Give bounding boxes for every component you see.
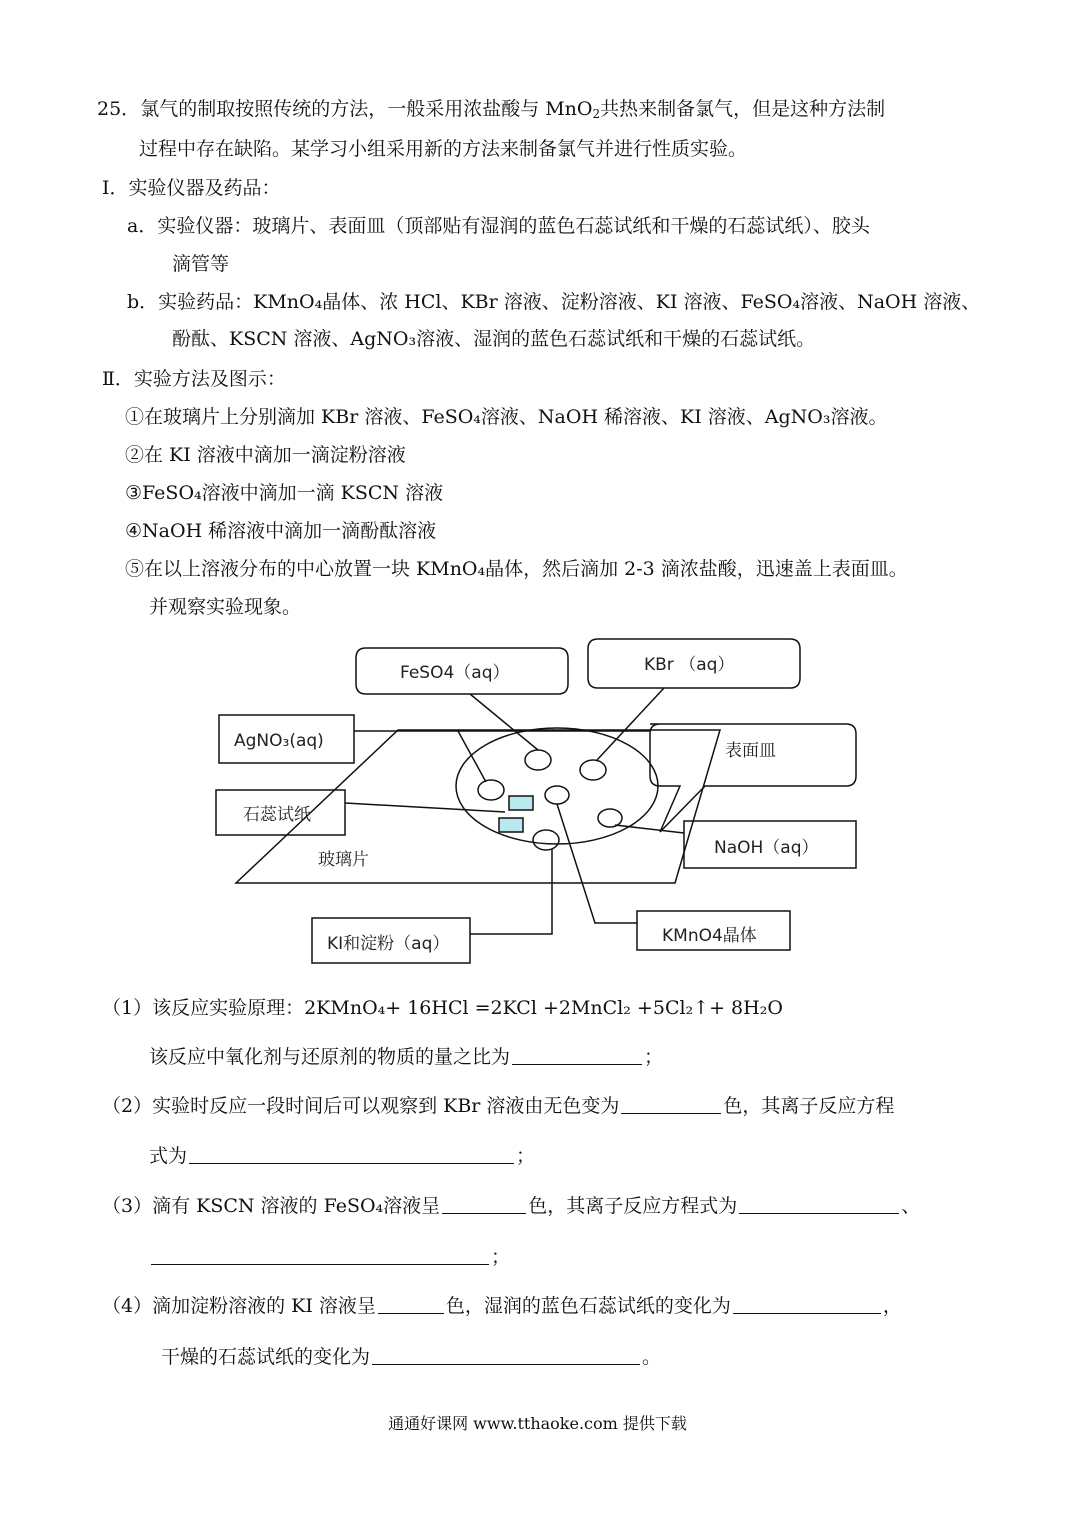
q2-equation-blank[interactable]	[189, 1145, 514, 1164]
well-kbr	[580, 760, 606, 780]
step-1: ①在玻璃片上分别滴加 KBr 溶液、FeSO₄溶液、NaOH 稀溶液、KI 溶液、AgNO₃溶液。	[125, 406, 888, 428]
q4-dry-litmus-blank[interactable]	[372, 1346, 640, 1365]
q4-color-blank[interactable]	[378, 1295, 444, 1314]
subscript: 2	[592, 107, 601, 121]
q1-line-2	[149, 1045, 663, 1069]
q1-prompt: 该反应中氧化剂与还原剂的物质的量之比为	[149, 1046, 511, 1068]
q4-mid: 色，湿润的蓝色石蕊试纸的变化为	[445, 1295, 731, 1317]
q2-color-blank[interactable]	[621, 1095, 721, 1114]
section1-b-line-2: 酚酞、KSCN 溶液、AgNO₃溶液、湿润的蓝色石蕊试纸和干燥的石蕊试纸。	[172, 328, 816, 350]
q2-line-2	[149, 1144, 535, 1168]
section1-a-line-2: 滴管等	[172, 253, 230, 275]
section2-heading: Ⅱ．实验方法及图示：	[102, 368, 286, 390]
step-4: ④NaOH 稀溶液中滴加一滴酚酞溶液	[125, 520, 437, 542]
q4-comma: ，	[882, 1295, 902, 1317]
q4-line-1	[102, 1294, 902, 1318]
q1-end: ；	[644, 1046, 664, 1068]
label-feso4: FeSO4（aq）	[400, 663, 510, 683]
question-intro-line-2: 过程中存在缺陷。某学习小组采用新的方法来制备氯气并进行性质实验。	[139, 138, 748, 160]
well-kmno4	[545, 786, 569, 804]
step-3: ③FeSO₄溶液中滴加一滴 KSCN 溶液	[125, 482, 444, 504]
section1-b-line-1: b．实验药品：KMnO₄晶体、浓 HCl、KBr 溶液、淀粉溶液、KI 溶液、FeSO₄溶液、NaOH 溶液、	[127, 291, 981, 313]
step-2: ②在 KI 溶液中滴加一滴淀粉溶液	[125, 444, 406, 466]
label-ki-starch: KI和淀粉（aq）	[327, 934, 450, 954]
q3-end: ；	[491, 1246, 511, 1268]
section1-heading: Ⅰ．实验仪器及药品：	[102, 177, 281, 199]
q3-mid: 色，其离子反应方程式为	[528, 1195, 738, 1217]
well-feso4	[525, 750, 551, 770]
question-intro-tail: 共热来制备氯气，但是这种方法制	[600, 98, 886, 120]
q2-prompt-2: 式为	[149, 1145, 188, 1167]
label-naoh: NaOH（aq）	[714, 838, 819, 858]
well-naoh	[598, 809, 622, 827]
q4-end: 。	[642, 1346, 662, 1368]
q2-end: ；	[516, 1145, 536, 1167]
question-number: 25．	[97, 98, 141, 120]
q4-prompt: （4）滴加淀粉溶液的 KI 溶液呈	[102, 1295, 376, 1317]
well-ki	[533, 830, 559, 850]
q3-equation-blank-1[interactable]	[739, 1195, 899, 1214]
label-glass-plate: 玻璃片	[318, 850, 369, 870]
footer-text: 通通好课网 www.tthaoke.com 提供下载	[388, 1414, 687, 1433]
q2-mid: 色，其离子反应方程	[723, 1095, 895, 1117]
label-litmus: 石蕊试纸	[243, 805, 311, 825]
question-intro-text: 氯气的制取按照传统的方法，一般采用浓盐酸与 MnO	[140, 98, 593, 120]
step-5: ⑤在以上溶液分布的中心放置一块 KMnO₄晶体，然后滴加 2-3 滴浓盐酸，迅速盖上表面皿。	[125, 558, 908, 580]
q3-sep: 、	[901, 1195, 921, 1217]
q4-wet-litmus-blank[interactable]	[733, 1295, 881, 1314]
q4-prompt-2: 干燥的石蕊试纸的变化为	[161, 1346, 371, 1368]
q2-line-1	[102, 1094, 894, 1118]
q3-prompt: （3）滴有 KSCN 溶液的 FeSO₄溶液呈	[102, 1195, 441, 1217]
step-5-continuation: 并观察实验现象。	[149, 596, 302, 618]
q1-answer-blank[interactable]	[512, 1046, 642, 1065]
q2-prompt: （2）实验时反应一段时间后可以观察到 KBr 溶液由无色变为	[102, 1095, 620, 1117]
label-kbr: KBr （aq）	[644, 655, 735, 675]
q3-line-1	[102, 1194, 920, 1218]
label-kmno4: KMnO4晶体	[662, 926, 757, 946]
label-agno3: AgNO₃(aq)	[234, 731, 324, 751]
label-watch-glass: 表面皿	[725, 741, 776, 761]
q3-line-2	[149, 1245, 510, 1269]
q1-line-1: （1）该反应实验原理：2KMnO₄+ 16HCl =2KCl +2MnCl₂ +5Cl₂↑+ 8H₂O	[102, 997, 783, 1019]
litmus-paper-dry	[499, 818, 523, 832]
q3-color-blank[interactable]	[442, 1195, 526, 1214]
q4-line-2	[161, 1345, 661, 1369]
litmus-paper-wet	[509, 796, 533, 810]
q3-equation-blank-2[interactable]	[151, 1246, 489, 1265]
well-agno3	[478, 780, 504, 800]
section1-a-line-1: a．实验仪器：玻璃片、表面皿（顶部贴有湿润的蓝色石蕊试纸和干燥的石蕊试纸）、胶头	[127, 215, 870, 237]
